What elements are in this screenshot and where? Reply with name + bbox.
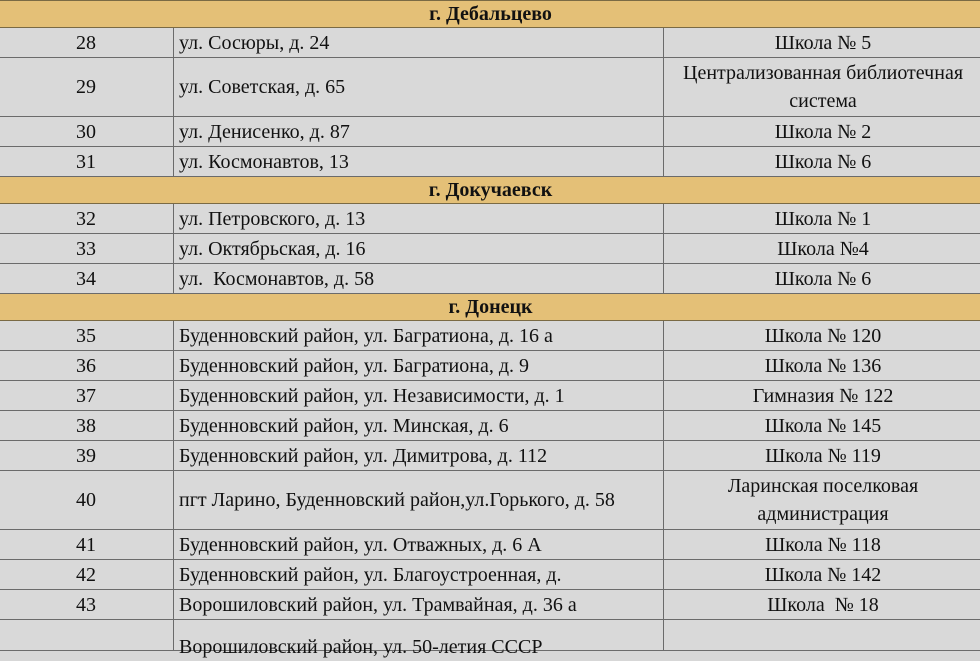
row-institution: Школа № 119 [664,441,980,471]
row-address: ул. Советская, д. 65 [174,58,664,117]
row-address: Буденновский район, ул. Багратиона, д. 16 а [174,321,664,351]
row-address: Буденновский район, ул. Отважных, д. 6 А [174,530,664,560]
row-institution: Школа № 18 [664,590,980,620]
row-number: 41 [0,530,174,560]
row-address: Буденновский район, ул. Минская, д. 6 [174,411,664,441]
row-number: 34 [0,264,174,294]
row-number [0,620,174,651]
table-row [0,530,980,560]
table-row [0,381,980,411]
section-city: г. Дебальцево [0,1,980,28]
table-row [0,264,980,294]
row-institution: Школа № 6 [664,264,980,294]
row-address: Буденновский район, ул. Благоустроенная, д. [174,560,664,590]
row-institution: Школа № 120 [664,321,980,351]
section-header-dokuchaevsk [0,177,980,204]
section-city: г. Донецк [0,294,980,321]
table-row [0,560,980,590]
row-number: 42 [0,560,174,590]
row-number: 31 [0,147,174,177]
table-row [0,234,980,264]
row-address: ул. Петровского, д. 13 [174,204,664,234]
row-institution [664,620,980,651]
table-row [0,204,980,234]
table-row [0,351,980,381]
table-row [0,147,980,177]
row-address [174,620,664,651]
row-number: 40 [0,471,174,530]
row-institution: Ларинская поселковая администрация [664,471,980,530]
table-row [0,28,980,58]
row-institution: Школа № 142 [664,560,980,590]
row-institution: Школа № 136 [664,351,980,381]
row-address: пгт Ларино, Буденновский район,ул.Горького, д. 58 [174,471,664,530]
row-number: 43 [0,590,174,620]
table-row [0,411,980,441]
section-header-donetsk [0,294,980,321]
table-row [0,620,980,651]
row-number: 32 [0,204,174,234]
row-address: Ворошиловский район, ул. Трамвайная, д. 36 а [174,590,664,620]
row-number: 39 [0,441,174,471]
row-institution: Школа № 6 [664,147,980,177]
row-institution: Централизованная библиотечная система [664,58,980,117]
row-address: ул. Октябрьская, д. 16 [174,234,664,264]
row-number: 35 [0,321,174,351]
row-institution: Гимназия № 122 [664,381,980,411]
row-address: ул. Космонавтов, 13 [174,147,664,177]
row-institution: Школа № 1 [664,204,980,234]
row-institution: Школа № 2 [664,117,980,147]
row-address: Буденновский район, ул. Независимости, д. 1 [174,381,664,411]
section-header-debaltsevo [0,1,980,28]
row-number: 36 [0,351,174,381]
row-number: 30 [0,117,174,147]
row-institution: Школа № 5 [664,28,980,58]
table-row [0,58,980,117]
row-institution: Школа № 118 [664,530,980,560]
table-row [0,471,980,530]
section-city: г. Докучаевск [0,177,980,204]
row-number: 33 [0,234,174,264]
table-row [0,441,980,471]
row-address: ул. Денисенко, д. 87 [174,117,664,147]
row-institution: Школа №4 [664,234,980,264]
row-number: 29 [0,58,174,117]
row-number: 37 [0,381,174,411]
row-institution: Школа № 145 [664,411,980,441]
row-number: 28 [0,28,174,58]
row-address: ул. Сосюры, д. 24 [174,28,664,58]
row-address: Буденновский район, ул. Димитрова, д. 112 [174,441,664,471]
row-address: Буденновский район, ул. Багратиона, д. 9 [174,351,664,381]
table-row [0,321,980,351]
table-row [0,590,980,620]
row-address-text: Ворошиловский район, ул. 50-летия СССР [179,633,659,661]
row-number: 38 [0,411,174,441]
table-row [0,117,980,147]
row-address: ул. Космонавтов, д. 58 [174,264,664,294]
